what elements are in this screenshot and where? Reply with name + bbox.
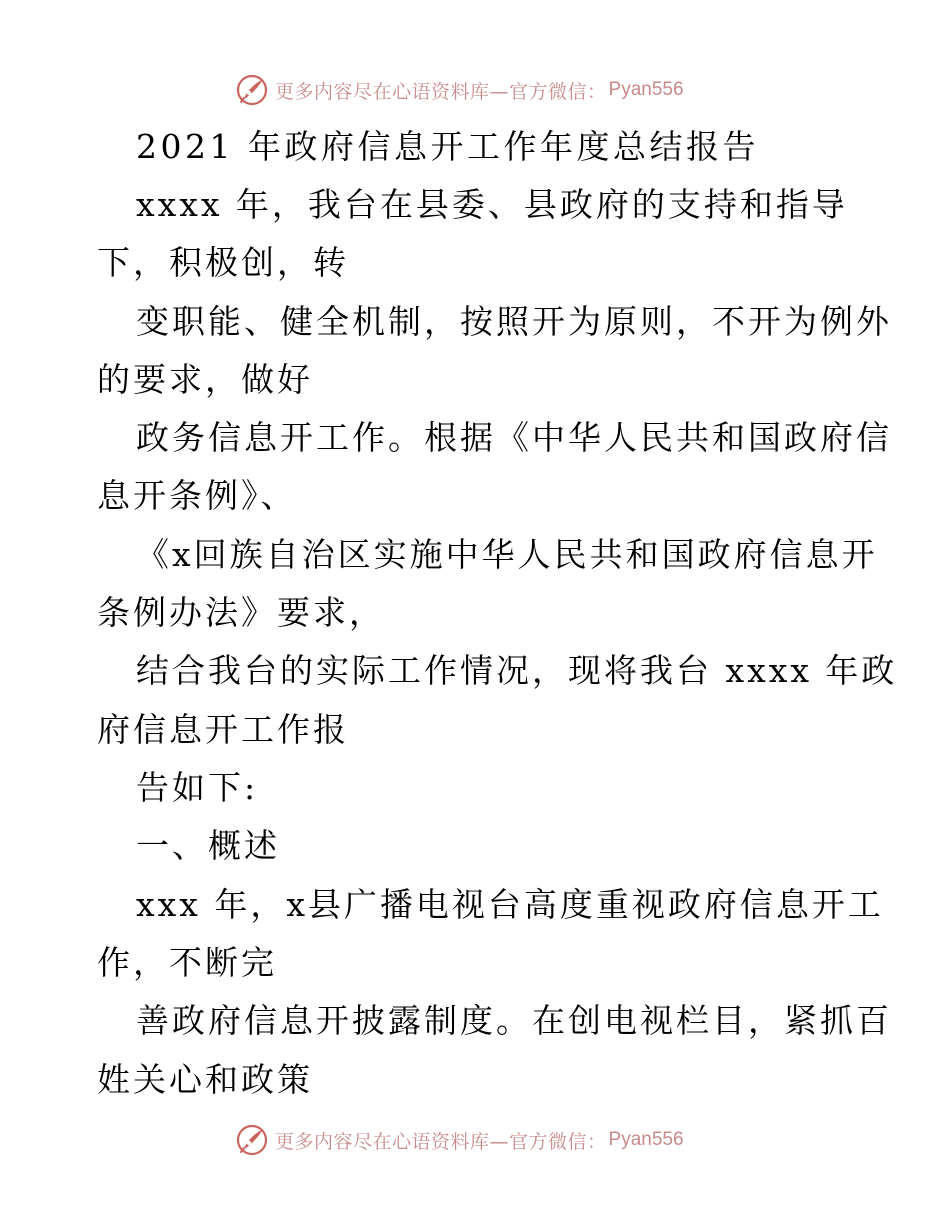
watermark-footer	[235, 1122, 684, 1158]
watermark-text: 更多内容尽在心语资料库—官方微信：	[275, 80, 607, 103]
body-line: 息开条例》、	[97, 476, 297, 515]
watermark-header	[235, 72, 684, 108]
body-line: 政务信息开工作。根据《中华人民共和国政府信	[136, 418, 892, 457]
watermark-wechat-id: Pyan556	[608, 1129, 684, 1150]
body-line: 告如下:	[136, 768, 259, 807]
body-line: 的要求，做好	[97, 360, 313, 399]
body-line: 善政府信息开披露制度。在创电视栏目，紧抓百	[136, 1001, 892, 1040]
body-line: 姓关心和政策	[97, 1060, 313, 1099]
document-title: 2021 年政府信息开工作年度总结报告	[136, 127, 759, 166]
body-line: 变职能、健全机制，按照开为原则，不开为例外	[136, 302, 892, 341]
body-line: 府信息开工作报	[97, 710, 349, 749]
watermark-text: 更多内容尽在心语资料库—官方微信：	[275, 1130, 607, 1153]
section-heading: 一、概述	[136, 826, 280, 865]
body-line: xxxx 年，我台在县委、县政府的支持和指导	[136, 185, 848, 224]
body-line: xxx 年，x县广播电视台高度重视政府信息开工	[136, 885, 884, 924]
body-line: 条例办法》要求，	[97, 593, 385, 632]
quill-pen-logo-icon	[235, 73, 269, 107]
body-line: 下，积极创，转	[97, 243, 349, 282]
body-line: 结合我台的实际工作情况，现将我台 xxxx 年政	[136, 651, 898, 690]
watermark-wechat-id: Pyan556	[608, 79, 684, 100]
quill-pen-logo-icon	[235, 1123, 269, 1157]
body-line: 作，不断完	[97, 943, 277, 982]
body-line: 《x回族自治区实施中华人民共和国政府信息开	[136, 535, 878, 574]
